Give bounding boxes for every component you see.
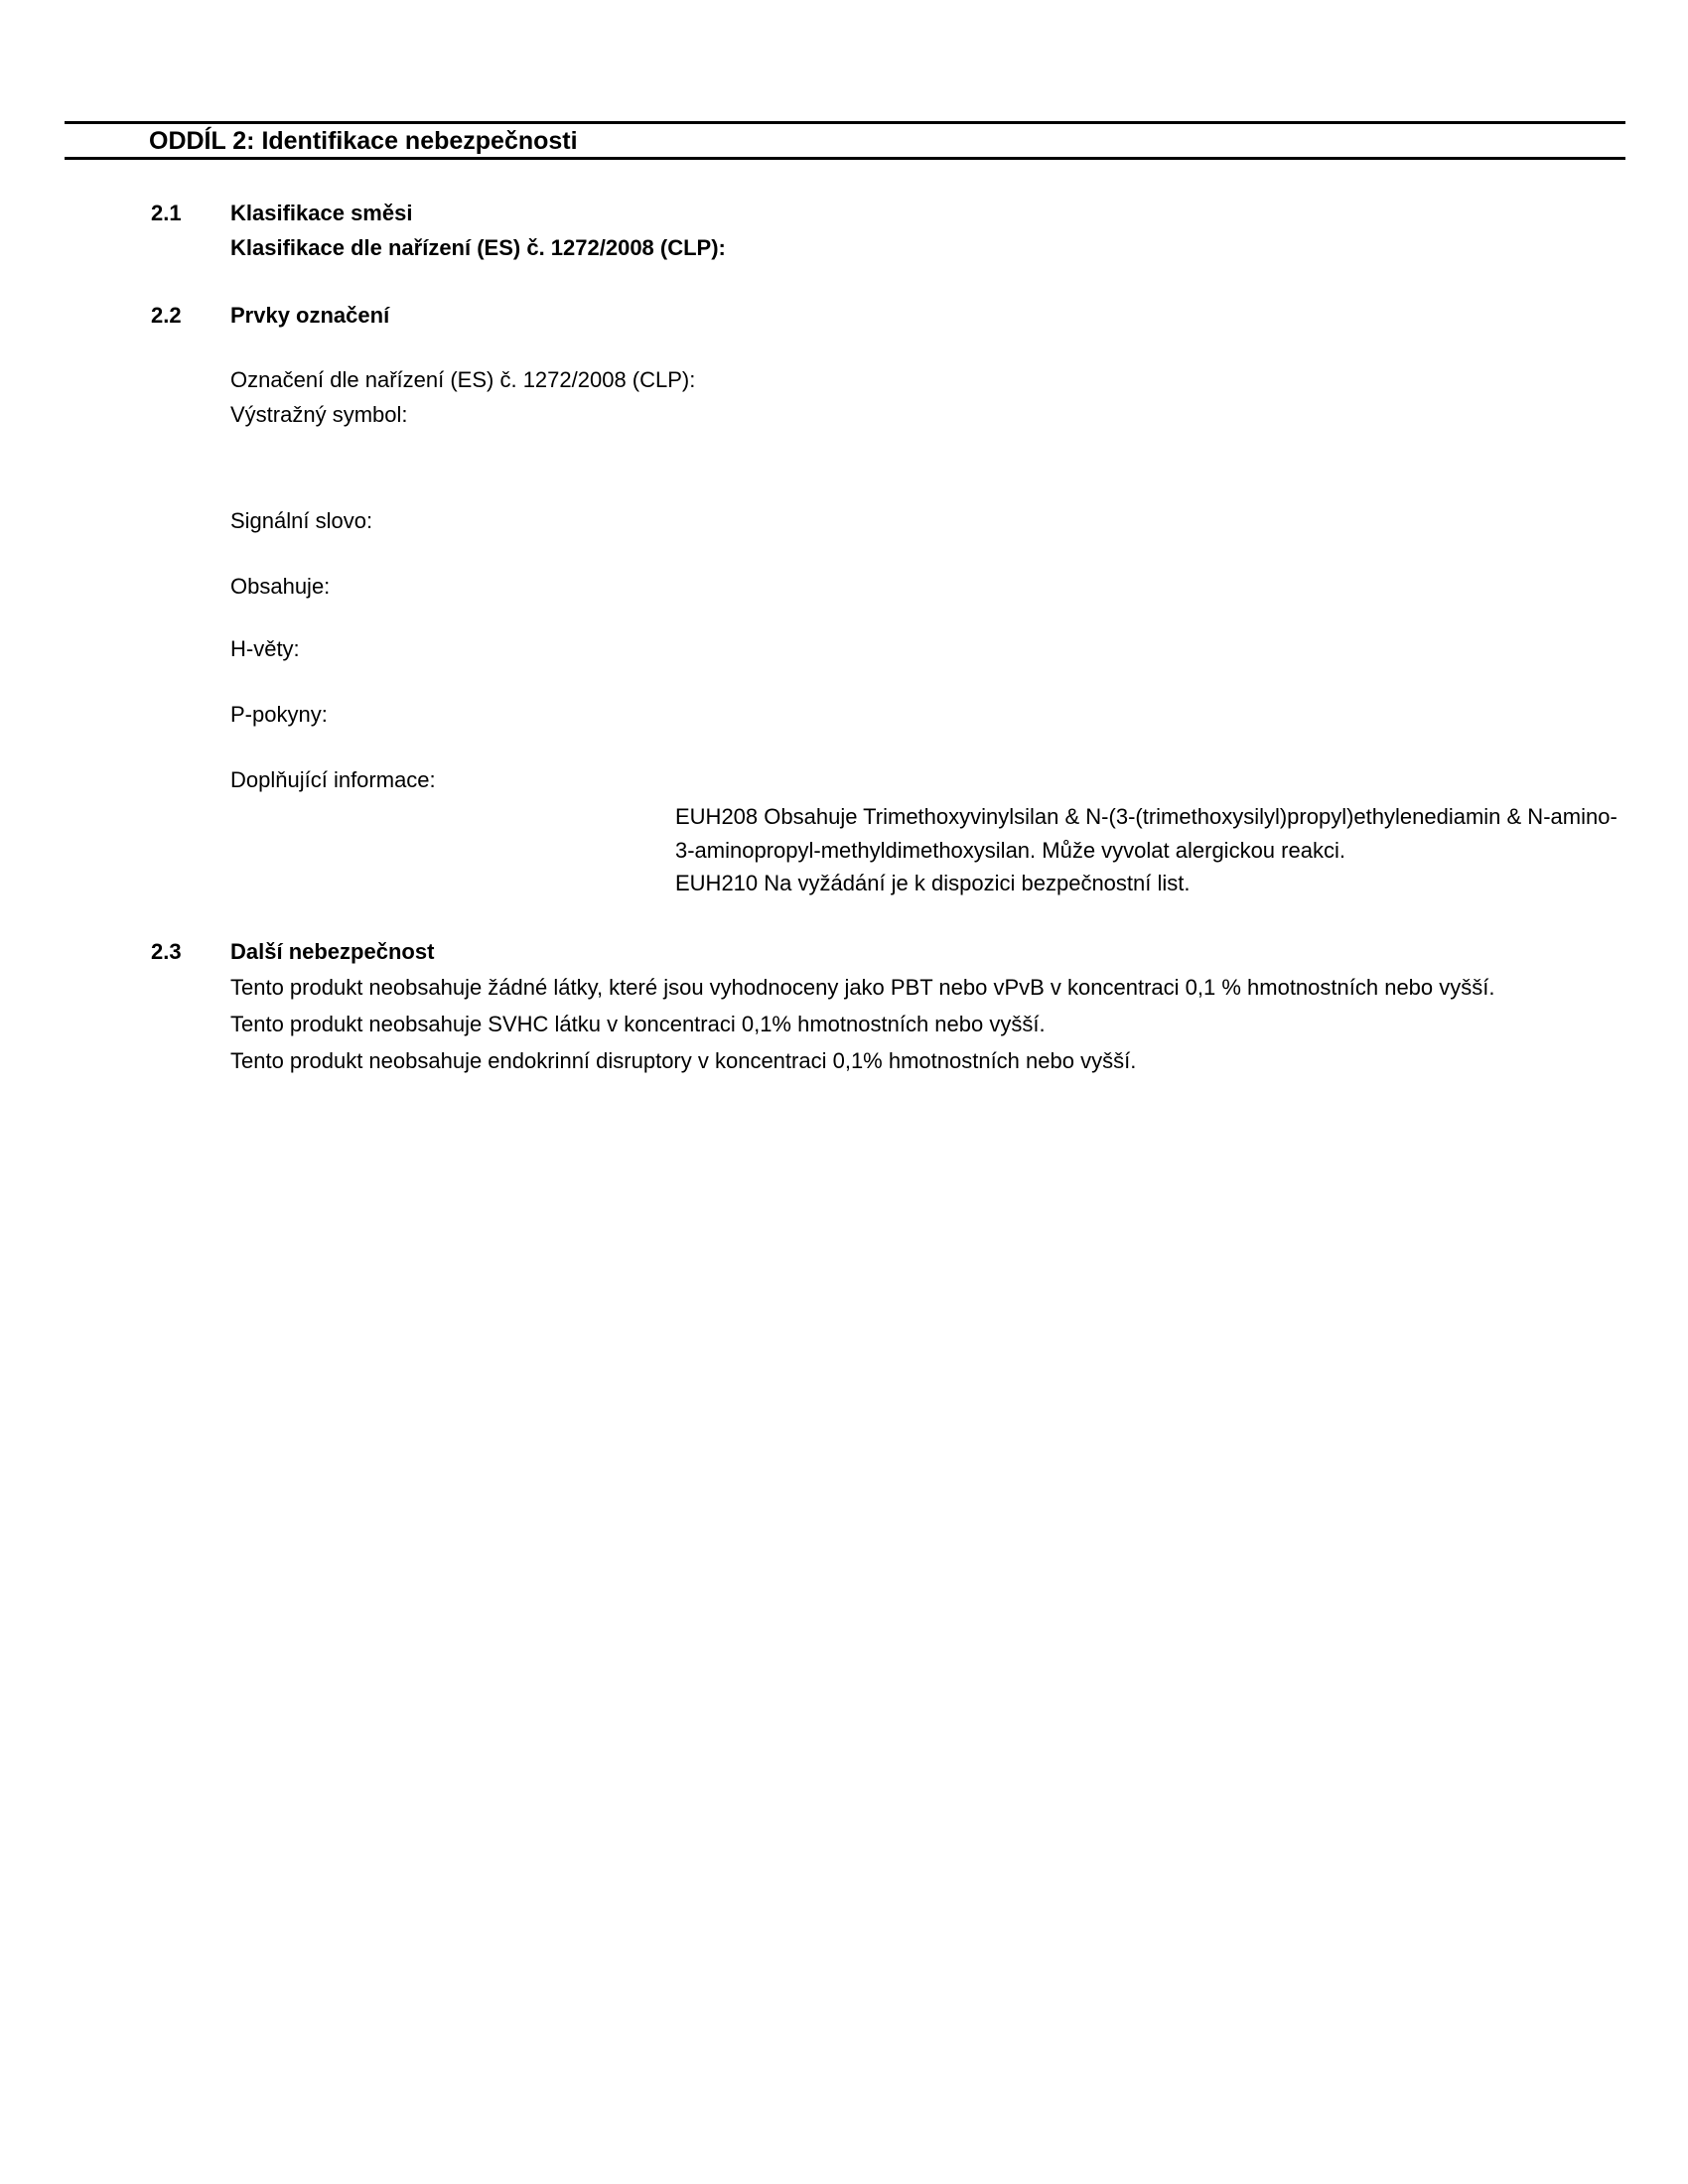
section-2-2-title: Prvky označení — [230, 303, 390, 328]
signal-word-label: Signální slovo: — [230, 508, 373, 533]
section-2-2-heading — [151, 303, 389, 329]
clp-classification-label: Klasifikace dle nařízení (ES) č. 1272/2008 (CLP): — [230, 235, 726, 260]
pbt-vpvb-paragraph: Tento produkt neobsahuje žádné látky, které jsou vyhodnoceny jako PBT nebo vPvB v koncentraci 0,1 % hmotnostních nebo vyšší. — [230, 975, 1495, 1000]
contains-label: Obsahuje: — [230, 574, 331, 599]
p-statements-label: P-pokyny: — [230, 702, 328, 727]
header-rule-top — [65, 121, 1625, 124]
euh208-statement: EUH208 Obsahuje Trimethoxyvinylsilan & N-(3-(trimethoxysilyl)propyl)ethylenediamin & N-amino-3-aminopropyl-methyldimethoxysilan. Může vyvolat alergickou reakci. — [675, 804, 1618, 863]
section-2-1-heading — [151, 201, 412, 226]
euh210-statement: EUH210 Na vyžádání je k dispozici bezpečnostní list. — [675, 871, 1191, 895]
hazard-pictogram-label: Výstražný symbol: — [230, 402, 408, 427]
clp-labeling-label: Označení dle nařízení (ES) č. 1272/2008 (CLP): — [230, 367, 696, 392]
section-2-3-title: Další nebezpečnost — [230, 939, 435, 964]
section-2-3-number: 2.3 — [151, 939, 182, 964]
h-statements-label: H-věty: — [230, 636, 300, 661]
section-2-1-number: 2.1 — [151, 201, 182, 225]
supplemental-info-label: Doplňující informace: — [230, 767, 436, 792]
section-2-3-heading — [151, 939, 434, 965]
header-rule-bottom — [65, 157, 1625, 160]
section-2-2-number: 2.2 — [151, 303, 182, 328]
endocrine-disruptor-paragraph: Tento produkt neobsahuje endokrinní disruptory v koncentraci 0,1% hmotnostních nebo vyšší. — [230, 1048, 1137, 1073]
section-2-1-title: Klasifikace směsi — [230, 201, 413, 225]
section-2-header-title: ODDÍL 2: Identifikace nebezpečnosti — [149, 127, 578, 155]
svhc-paragraph: Tento produkt neobsahuje SVHC látku v koncentraci 0,1% hmotnostních nebo vyšší. — [230, 1012, 1046, 1036]
